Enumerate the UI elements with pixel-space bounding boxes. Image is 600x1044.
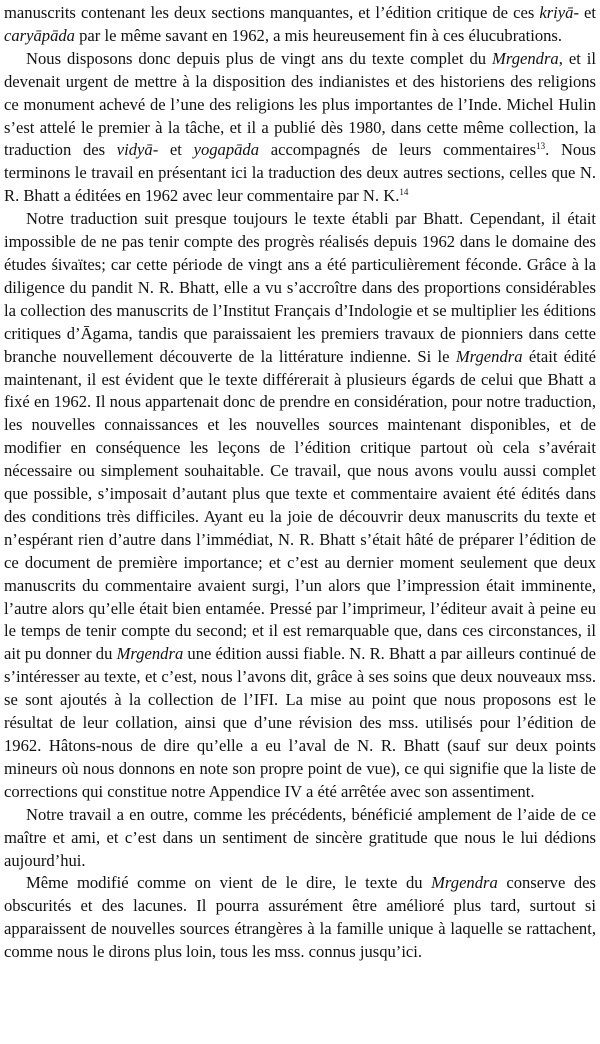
paragraph [4,208,596,804]
italic-term: Mrgendra [455,346,523,366]
text-run: par le même savant en 1962, a mis heureusement fin à ces élucubrations. [74,25,563,45]
text-run: accompagnés de leurs commentaires [259,140,537,160]
text-run: . Nous terminons le travail en présentant ici la traduction des deux autres sections, celles que N. R. Bhatt a éditées en 1962 avec leur commentaire par N. K. [4,140,596,206]
text-run: Nous disposons donc depuis plus de vingt ans du texte complet du [26,48,493,68]
paragraph [4,2,596,48]
text-run: manuscrits contenant les deux sections manquantes, et l’édition critique de ces [4,3,540,22]
italic-term: Mrgendra [492,48,559,68]
paragraph [4,804,596,873]
italic-term: vidyā- [116,140,159,160]
paragraph [4,48,596,208]
body-text [4,2,596,964]
footnote-ref: 13 [536,141,546,152]
text-run: était édité maintenant, il est évident que le texte différerait à plusieurs égards de celui que Bhatt a fixé en 1962. Il nous appartenait donc de prendre en considération, pour notre traduction, les nouvelles connaissances et les nouvelles sources maintenant disponibles, et de modifier en conséquence les leçons de l’édition critique partout où cela s’avérait nécessaire ou simplement souhaitable. Ce travail, que nous avons voulu aussi complet que possible, s’imposait d’autant plus que texte et commentaire avaient été édités dans des conditions très difficiles. Ayant eu la joie de découvrir deux manuscrits du texte et n’espérant rien d’autre dans l’immédiat, N. R. Bhatt s’était hâté de préparer l’édition de ce document de première importance; et c’est au dernier moment seulement que deux manuscrits du commentaire avaient surgi, l’un alors que l’impression était imminente, l’autre alors qu’elle était bien entamée. Pressé par l’imprimeur, l’éditeur avait à peine eu le temps de tenir compte du second; et il est remarquable que, dans ces circonstances, il ait pu donner du [4,346,597,664]
italic-term: yogapāda [193,140,260,160]
text-run: et [578,3,597,22]
text-run: Même modifié comme on vient de le dire, le texte du [26,873,432,893]
italic-term: Mrgendra [116,644,184,664]
italic-term: Mrgendra [431,873,498,893]
italic-term: kriyā- [539,3,579,22]
text-run: et [158,140,194,160]
text-run: , et il devenait urgent de mettre à la disposition des indianistes et des historiens des religions ce monument achevé de l’une des religions les plus importantes de l’Inde. Michel Hulin s’est attelé le premier à la tâche, et il a publié dès 1980, dans cette même collection, la traduction des [4,48,596,160]
italic-term: caryāpāda [4,25,75,45]
text-run: une édition aussi fiable. N. R. Bhatt a par ailleurs continué de s’intéresser au texte, et c’est, nous l’avons dit, grâce à ses soins que deux nouveaux mss. se sont ajoutés à la collection de l’IFI. La mise au point que nous proposons est le résultat de leur collation, ainsi que d’une révision des mss. utilisés pour l’édition de 1962. Hâtons-nous de dire qu’elle a eu l’aval de N. R. Bhatt (sauf sur deux points mineurs où nous donnons en note son propre point de vue), ce qui signifie que la liste de corrections qui constitue notre Appendice IV a été arrêtée avec son assentiment. [4,644,596,801]
text-run: Notre travail a en outre, comme les précédents, bénéficié amplement de l’aide de ce maître et ami, et c’est dans un sentiment de sincère gratitude que nous le lui dédions aujourd’hui. [4,804,596,870]
text-run: Notre traduction suit presque toujours le texte établi par Bhatt. Cependant, il était impossible de ne pas tenir compte des progrès réalisés depuis 1962 dans le domaine des études śivaïtes; car cette période de vingt ans a été particulièrement féconde. Grâce à la diligence du pandit N. R. Bhatt, elle a vu s’accroître dans des proportions considérables la collection des manuscrits de l’Institut Français d’Indologie et se multiplier les éditions critiques d’Āgama, tandis que paraissaient les premiers travaux de pionniers dans cette branche nouvellement découverte de la littérature indienne. Si le [4,209,596,366]
paragraph [4,872,596,964]
footnote-ref: 14 [399,187,409,198]
text-run: conserve des obscurités et des lacunes. Il pourra assurément être amélioré plus tard, surtout si apparaissent de nouvelles sources étrangères à la famille unique à laquelle se rattachent, comme nous le dirons plus loin, tous les mss. connus jusqu’ici. [4,873,596,962]
